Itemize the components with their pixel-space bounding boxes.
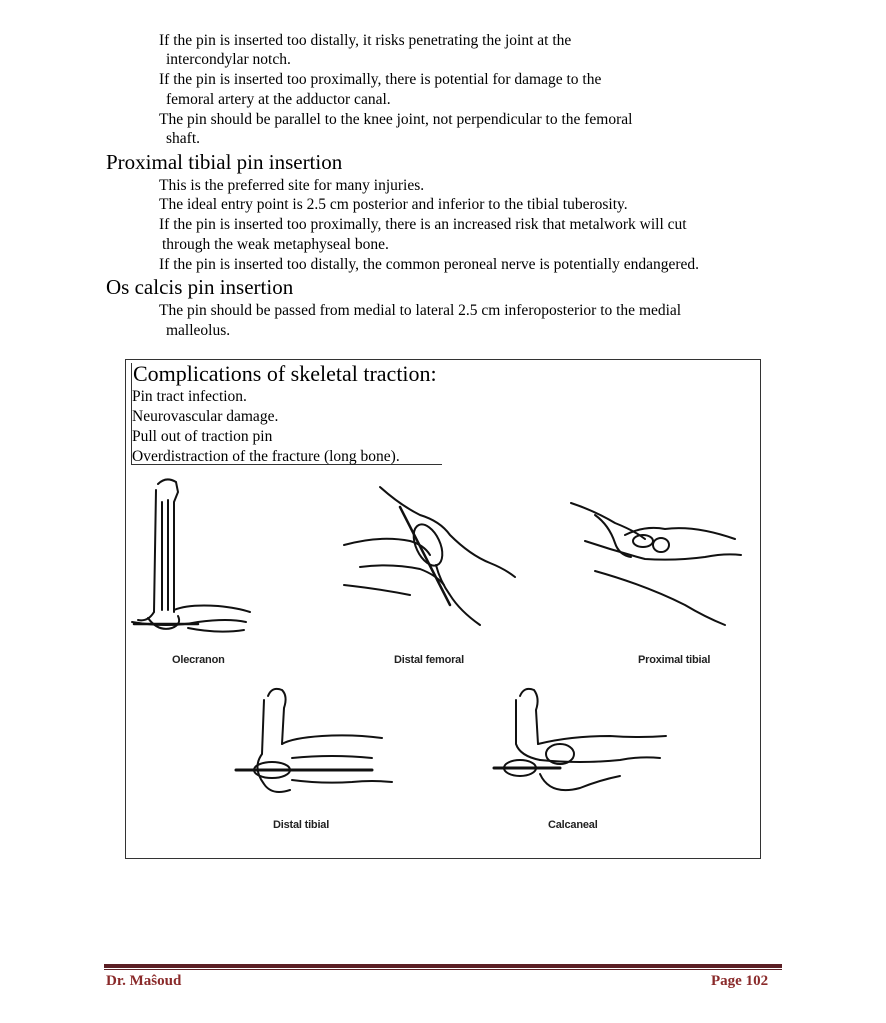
section-heading-proximal-tibial: Proximal tibial pin insertion	[106, 150, 343, 174]
calcaneal-illustration	[490, 684, 670, 804]
text-line: If the pin is inserted too proximally, there is an increased risk that metalwork will cut	[159, 216, 687, 233]
text-line: The pin should be passed from medial to lateral 2.5 cm inferoposterior to the medial	[159, 302, 682, 319]
caption-proximal-tibial: Proximal tibial	[638, 654, 711, 666]
text-line: The ideal entry point is 2.5 cm posterior and inferior to the tibial tuberosity.	[159, 196, 628, 213]
proximal-tibial-illustration	[565, 495, 745, 630]
text-line: If the pin is inserted too proximally, there is potential for damage to the	[159, 71, 602, 88]
complication-item: Pull out of traction pin	[132, 428, 273, 445]
footer-author: Dr. Maŝoud	[106, 973, 182, 989]
footer-page-number: Page 102	[711, 973, 769, 989]
caption-distal-tibial: Distal tibial	[273, 819, 330, 831]
text-line: through the weak metaphyseal bone.	[162, 236, 389, 253]
olecranon-illustration	[128, 472, 278, 642]
distal-femoral-illustration	[340, 485, 520, 635]
complication-item: Neurovascular damage.	[132, 408, 279, 425]
text-line: femoral artery at the adductor canal.	[166, 91, 391, 108]
footer-rule	[104, 964, 782, 968]
complication-item: Pin tract infection.	[132, 388, 247, 405]
text-line: The pin should be parallel to the knee joint, not perpendicular to the femoral	[159, 111, 633, 128]
caption-olecranon: Olecranon	[172, 654, 225, 666]
distal-tibial-illustration	[232, 684, 402, 804]
text-line: If the pin is inserted too distally, the common peroneal nerve is potentially endangered.	[159, 256, 700, 273]
caption-calcaneal: Calcaneal	[548, 819, 598, 831]
text-line: shaft.	[166, 130, 201, 147]
text-line: If the pin is inserted too distally, it risks penetrating the joint at the	[159, 32, 572, 49]
text-line: intercondylar notch.	[166, 51, 291, 68]
text-line: This is the preferred site for many injuries.	[159, 177, 425, 194]
footer-rule-thin	[104, 969, 782, 970]
text-line: malleolus.	[166, 322, 231, 339]
caption-distal-femoral: Distal femoral	[394, 654, 464, 666]
section-heading-os-calcis: Os calcis pin insertion	[106, 275, 294, 299]
complication-item: Overdistraction of the fracture (long bone).	[132, 448, 400, 465]
complications-title: Complications of skeletal traction:	[133, 361, 437, 386]
